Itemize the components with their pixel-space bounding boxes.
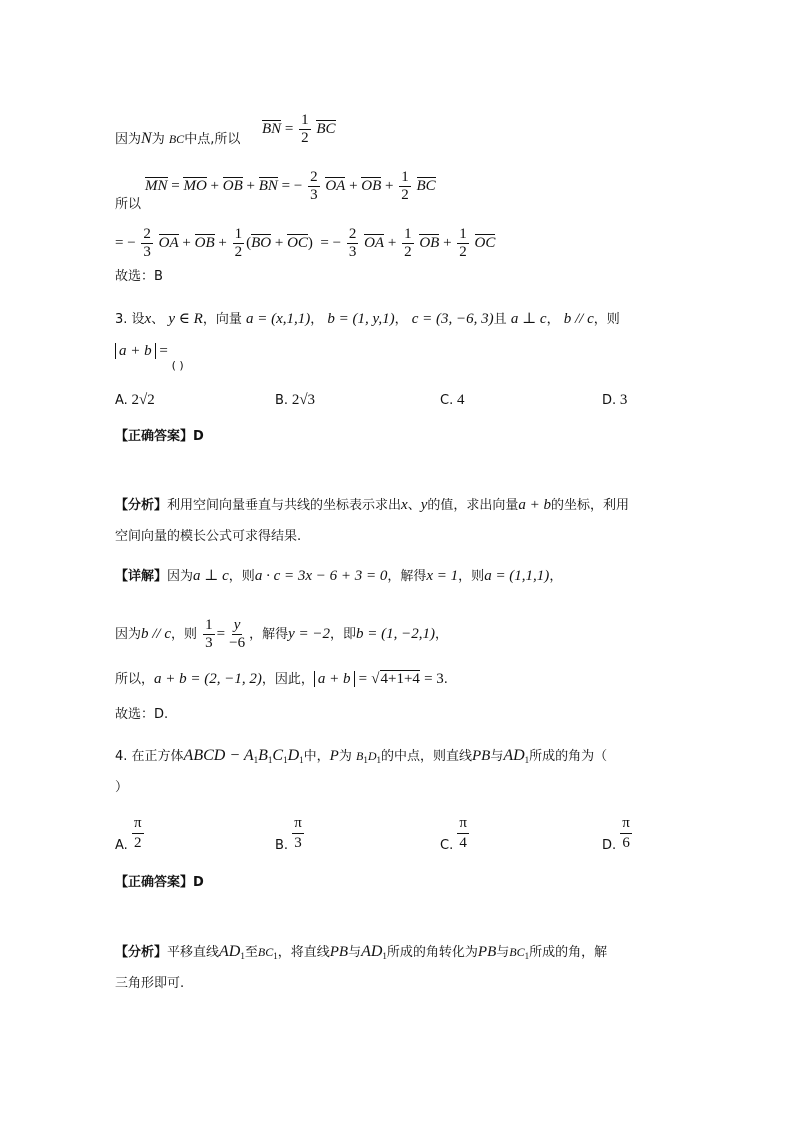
- q3-ask: [115, 343, 184, 372]
- den: 2: [234, 244, 243, 260]
- text: 与: [348, 945, 362, 960]
- option-b-label: B.: [275, 838, 289, 853]
- q3-option-d: [602, 393, 627, 408]
- num: 1: [234, 226, 243, 242]
- option-a-value: 2√2: [131, 392, 155, 408]
- cube-part: D: [287, 747, 300, 764]
- vec-ob: OB: [194, 234, 215, 251]
- num: 2: [143, 226, 151, 242]
- seg-bc: BC: [168, 132, 185, 146]
- sub: 1: [524, 951, 530, 961]
- fraction-pi-6: [620, 816, 632, 851]
- vec-oa: OA: [325, 177, 346, 194]
- vec-oc: OC: [474, 234, 496, 251]
- line-bc1: [509, 945, 529, 959]
- den: 2: [301, 130, 309, 146]
- option-a-label: A.: [115, 838, 128, 853]
- point-p: P: [329, 748, 339, 764]
- vec-ob: OB: [419, 234, 440, 251]
- num: 2: [310, 169, 318, 185]
- analysis-label: 【分析】: [115, 498, 168, 513]
- y-equals-neg2: y = −2: [288, 626, 331, 642]
- b-parallel-c: b // c: [141, 626, 172, 642]
- den: 3: [143, 244, 151, 260]
- vec-bo: BO: [251, 234, 272, 251]
- sub: 1: [376, 755, 381, 765]
- text: ，则: [228, 569, 255, 584]
- equals-minus: = −: [115, 234, 136, 251]
- num: 1: [459, 226, 467, 242]
- answer-blank: ( ): [171, 359, 184, 372]
- paren: ): [307, 234, 313, 251]
- vec-ob: OB: [361, 177, 382, 194]
- num: 1: [404, 226, 412, 242]
- formula-bn: [262, 113, 336, 146]
- pt: D: [367, 749, 377, 763]
- fraction: [308, 170, 320, 203]
- line-pb: PB: [329, 944, 349, 960]
- num: 1: [301, 112, 309, 128]
- den: 3: [205, 635, 213, 651]
- text: ，解得: [249, 627, 289, 642]
- equals: =: [284, 120, 294, 137]
- vec-a-plus-b-value: a + b = (2, −1, 2): [154, 671, 262, 687]
- abs-a-plus-b: a + b: [314, 671, 355, 687]
- q3-analysis-line2: 空间向量的模长公式可求得结果.: [115, 529, 302, 544]
- text-vector: ，向量: [202, 312, 242, 327]
- text: 所成的角为（: [529, 749, 608, 764]
- q4-stem: [115, 748, 607, 765]
- vec-c-def: c = (3, −6, 3): [411, 311, 494, 327]
- line-pb: PB: [472, 748, 491, 764]
- cube-part: B: [258, 747, 268, 764]
- line-pb: PB: [477, 944, 497, 960]
- q3-detail-line1: [115, 569, 562, 584]
- q3-answer: 【正确答案】D: [115, 429, 204, 444]
- sub: 1: [382, 951, 387, 961]
- y-in-r: y ∈ R: [168, 311, 203, 327]
- vec-a-def: a = (x,1,1): [245, 311, 311, 327]
- q4-analysis-line2: 三角形即可.: [115, 976, 185, 991]
- q4-number: 4. 在正方体: [115, 749, 184, 764]
- option-d-label: D.: [602, 393, 617, 408]
- plus: +: [443, 234, 452, 251]
- b-parallel-c: b // c: [563, 311, 594, 327]
- q4-answer: 【正确答案】D: [115, 875, 204, 890]
- text-because: 因为: [115, 132, 142, 147]
- line-ad1: [503, 747, 529, 764]
- var-x: x: [144, 311, 152, 327]
- analysis-text: 利用空间向量垂直与共线的坐标表示求出: [167, 498, 402, 513]
- text: ，解得: [387, 569, 427, 584]
- text-therefore: 所以: [115, 197, 142, 212]
- den: 3: [310, 187, 318, 203]
- equals-minus: = −: [320, 234, 342, 251]
- q3-analysis: [115, 498, 629, 513]
- fraction: [347, 227, 359, 260]
- q4-option-c: [440, 816, 469, 851]
- cube-part: ABCD − A: [183, 747, 254, 764]
- plus: +: [387, 234, 397, 251]
- num: π: [620, 816, 632, 834]
- q3-stem: [115, 312, 620, 327]
- fraction: [457, 227, 469, 260]
- den: −6: [229, 635, 246, 651]
- text-is: 为: [151, 132, 165, 147]
- equals: =: [159, 343, 168, 359]
- num: π: [457, 816, 469, 834]
- text: ，: [549, 569, 563, 584]
- q4-analysis: [115, 944, 607, 961]
- option-a-label: A.: [115, 393, 128, 408]
- plus: +: [274, 234, 284, 251]
- pt: B: [355, 749, 364, 763]
- text: 因为: [167, 569, 194, 584]
- cube-part: C: [272, 747, 284, 764]
- text: 与: [496, 945, 510, 960]
- sub: 1: [299, 755, 304, 765]
- vec-mn: MN: [145, 177, 168, 194]
- equals: =: [171, 177, 180, 194]
- num: y: [233, 617, 241, 633]
- sub: 1: [267, 755, 273, 765]
- fraction-half: [299, 113, 311, 146]
- equals-minus: = −: [281, 177, 303, 194]
- abs-a-plus-b: a + b: [115, 343, 156, 359]
- q3-detail-line3: 所以，a + b = (2, −1, 2)，因此， a + b = √4+1+4 = 3.: [115, 671, 448, 687]
- sub: 1: [524, 755, 530, 765]
- text-midpoint-so: 中点,所以: [184, 132, 241, 147]
- q3-option-b: [275, 393, 315, 408]
- q4-option-d: [602, 816, 632, 851]
- vec-bn: BN: [258, 177, 278, 194]
- text: ，则: [171, 627, 198, 642]
- vec-a-plus-b: a + b: [518, 497, 552, 513]
- text: 的中点，则直线: [380, 749, 472, 764]
- sep: 、: [407, 498, 421, 513]
- q4-option-a: [115, 816, 144, 851]
- den: 3: [348, 244, 357, 260]
- den: 4: [459, 835, 467, 851]
- line-ad1: [361, 943, 387, 960]
- plus: +: [210, 177, 220, 194]
- text: 因为: [115, 627, 142, 642]
- text: 为: [338, 749, 352, 764]
- den: 2: [459, 244, 467, 260]
- fraction: [399, 170, 411, 203]
- den: 3: [294, 835, 302, 851]
- text: 平移直线: [167, 945, 220, 960]
- den: 6: [622, 835, 630, 851]
- sub: 1: [283, 755, 288, 765]
- text: 至: [244, 945, 258, 960]
- a-perp-c: a ⊥ c: [193, 568, 229, 584]
- text: ，即: [330, 627, 357, 642]
- equals: =: [358, 671, 368, 687]
- pt: BC: [509, 945, 525, 959]
- option-c-value: 4: [456, 392, 465, 408]
- text: 所成的角，解: [529, 945, 608, 960]
- sqrt-radicand: 4+1+4: [380, 671, 420, 687]
- text: ，因此，: [261, 672, 314, 687]
- line-because-n: [115, 131, 240, 147]
- period: .: [443, 672, 448, 687]
- comma: ，: [546, 312, 560, 327]
- comma: ，: [394, 312, 408, 327]
- q4-option-b: [275, 816, 304, 851]
- pt: AD: [361, 943, 383, 960]
- vec-bc: BC: [416, 177, 436, 194]
- analysis-text: 的坐标，利用: [551, 498, 630, 513]
- text: ，将直线: [277, 945, 330, 960]
- option-c-label: C.: [440, 838, 454, 853]
- sep: 、: [151, 312, 165, 327]
- fraction-pi-3: [292, 816, 304, 851]
- vec-b-value: b = (1, −2,1): [356, 626, 436, 642]
- vec-bc: BC: [316, 120, 336, 137]
- detail-label: 【详解】: [115, 569, 168, 584]
- pt: AD: [503, 747, 525, 764]
- vec-oa: OA: [364, 234, 385, 251]
- num: 2: [348, 226, 357, 242]
- fraction: [402, 227, 414, 260]
- formula-expansion: [115, 227, 495, 260]
- a-perp-c: a ⊥ c: [510, 311, 547, 327]
- fraction: [141, 227, 153, 260]
- option-d-label: D.: [602, 838, 617, 853]
- plus: +: [246, 177, 255, 194]
- text: 与: [490, 749, 504, 764]
- text: ，则: [458, 569, 485, 584]
- num: 1: [401, 169, 409, 185]
- text: 所以，: [115, 672, 155, 687]
- vec-a-value: a = (1,1,1): [484, 568, 550, 584]
- num: π: [132, 816, 144, 834]
- analysis-label: 【分析】: [115, 945, 168, 960]
- num: 1: [205, 617, 213, 633]
- cube-name: [184, 747, 304, 764]
- comma: ，: [310, 312, 324, 327]
- dot-product: a · c = 3x − 6 + 3 = 0: [254, 568, 388, 584]
- fraction-pi-4: [457, 816, 469, 851]
- sub: 1: [363, 755, 368, 765]
- x-equals-1: x = 1: [426, 568, 459, 584]
- q3-detail-line2: [115, 618, 448, 651]
- sub: 1: [240, 951, 245, 961]
- q3-number: 3. 设: [115, 312, 145, 327]
- text: 所成的角转化为: [386, 945, 478, 960]
- vec-ob: OB: [222, 177, 243, 194]
- q4-stem-close: ）: [115, 780, 129, 795]
- vec-bn: BN: [262, 120, 282, 137]
- text-then: ，则: [593, 312, 620, 327]
- var-x: x: [401, 497, 408, 513]
- text-and: 且: [493, 312, 507, 327]
- plus: +: [385, 177, 394, 194]
- var-y: y: [420, 497, 428, 513]
- formula-mn: [145, 170, 436, 203]
- pt: AD: [219, 943, 241, 960]
- fraction: [233, 227, 245, 260]
- text-choose-d: 故选：D.: [115, 707, 169, 722]
- result: = 3: [424, 671, 444, 687]
- seg-b1d1: [356, 749, 381, 763]
- option-c-label: C.: [440, 393, 454, 408]
- plus: +: [349, 177, 358, 194]
- text: ，: [435, 627, 449, 642]
- den: 2: [404, 244, 412, 260]
- option-d-value: 3: [619, 392, 628, 408]
- q3-option-c: [440, 393, 464, 408]
- fraction: [227, 618, 247, 651]
- text-choose-b: 故选：B: [115, 269, 163, 284]
- var-n: N: [141, 130, 152, 147]
- fraction: [203, 618, 215, 651]
- option-b-value: 2√3: [291, 392, 316, 408]
- q3-options: [115, 393, 155, 408]
- den: 2: [401, 187, 409, 203]
- num: π: [292, 816, 304, 834]
- fraction-pi-2: [132, 816, 144, 851]
- option-b-label: B.: [275, 393, 289, 408]
- plus: +: [182, 234, 191, 251]
- vec-mo: MO: [183, 177, 207, 194]
- plus: +: [218, 234, 227, 251]
- sub: 1: [253, 755, 259, 765]
- line-bc1: [258, 945, 278, 959]
- pt: BC: [257, 945, 274, 959]
- vec-oc: OC: [287, 234, 308, 251]
- den: 2: [133, 835, 142, 851]
- analysis-text: 的值，求出向量: [427, 498, 519, 513]
- vec-b-def: b = (1, y,1): [327, 311, 395, 327]
- equals: =: [216, 626, 226, 642]
- line-ad1: [219, 943, 245, 960]
- vec-oa: OA: [158, 234, 179, 251]
- paren: (: [246, 234, 252, 251]
- sub: 1: [273, 951, 278, 961]
- text: 中，: [303, 749, 330, 764]
